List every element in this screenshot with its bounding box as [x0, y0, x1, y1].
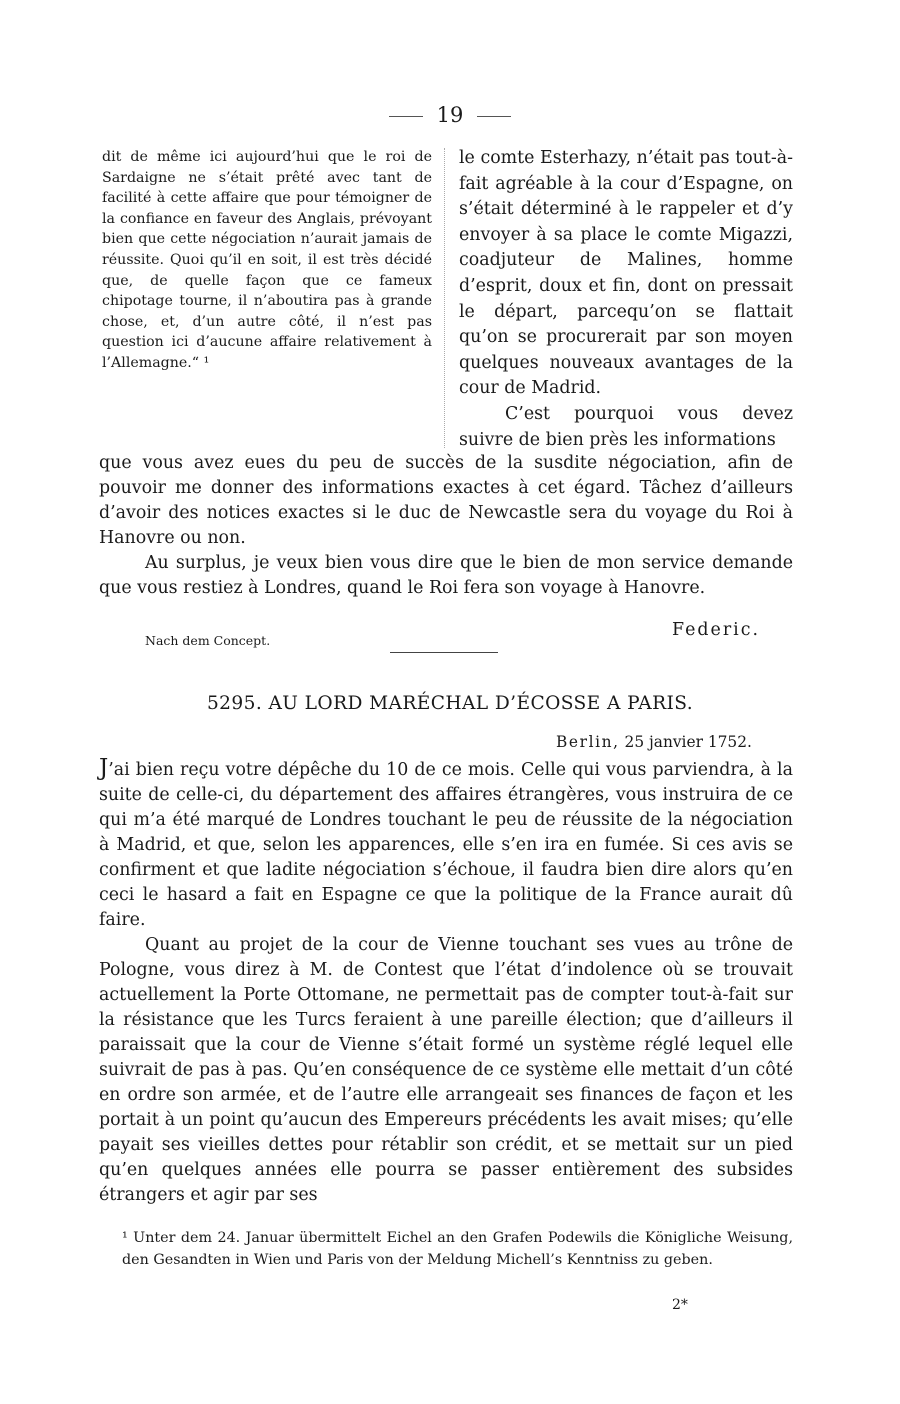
source-note: Nach dem Concept.	[145, 633, 271, 648]
signature-mark: 2*	[672, 1297, 688, 1313]
page-number-header	[0, 103, 900, 127]
footnote-text: ¹ Unter dem 24. Januar übermittelt Eichel an den Grafen Podewils die Königliche Weisung, den Gesandten in Wien und Paris von der Meldung Michell’s Kenntniss zu geben.	[122, 1230, 793, 1268]
continuation-text: que vous avez eues du peu de succès de la susdite négociation, afin de pouvoir me donner des informations exactes à cet égard. Tâchez d’ailleurs d’avoir des notices exactes si le duc de Newcastle sera du voyage du Roi à Hanovre ou non.	[99, 453, 793, 548]
right-column	[459, 146, 793, 453]
dateline-place: Berlin,	[556, 733, 620, 751]
right-column-paragraph: le comte Esterhazy, n’était pas tout-à-fait agréable à la cour d’Espagne, on s’était déterminé à le rappeler et d’y envoyer à sa place le comte Migazzi, coadjuteur de Malines, homme d’esprit, doux et fin, dont on pressait le départ, parcequ’on se flattait qu’on se procurerait par son moyen quelques nouveaux avantages de la cour de Madrid.	[459, 148, 793, 399]
section-separator	[390, 652, 498, 653]
page-number: 19	[436, 103, 464, 127]
letter-body	[99, 756, 793, 1208]
continuation-paragraph	[99, 451, 793, 551]
left-column-text: dit de même ici aujourd’hui que le roi de Sardaigne ne s’était prêté avec tant de facilité à cette affaire que pour témoigner de la confiance en faveur des Anglais, prévoyant bien que cette négociation n’aurait jamais de réussite. Quoi qu’il en soit, il est très décidé que, de quelle façon que ce fameux chipotage tourne, il n’aboutira pas à grande chose, et, d’un autre côté, il n’est pas question ici d’aucune affaire relativement à l’Allemagne.“ ¹	[102, 149, 432, 371]
letter-heading: 5295. AU LORD MARÉCHAL D’ÉCOSSE A PARIS.	[206, 693, 694, 714]
signature: Federic.	[672, 620, 760, 640]
header-dash-right	[477, 116, 511, 117]
header-dash-left	[389, 116, 423, 117]
surplus-paragraph	[99, 551, 793, 601]
column-divider	[444, 148, 445, 448]
initial-letter: J	[99, 755, 109, 781]
letter-paragraph-1	[99, 756, 793, 933]
footnote	[122, 1228, 793, 1271]
dateline-date: 25 janvier 1752.	[624, 733, 752, 751]
letter-paragraph-2: Quant au projet de la cour de Vienne touchant ses vues au trône de Pologne, vous direz à M. de Contest que l’état d’indolence où se trouvait actuellement la Porte Ottomane, ne permettait pas de compter tout-à-fait sur la résistance que les Turcs feraient à une pareille élection; que d’ailleurs il paraissait que la cour de Vienne s’était formé un système réglé lequel elle suivrait de pas à pas. Qu’en conséquence de ce système elle mettait d’un côté en ordre son armée, et de l’autre elle arrangeait ses finances de façon et les portait à un point qu’aucun des Empereurs précédents les avait mises; qu’elle payait ses vieilles dettes pour rétablir son crédit, et se mettait sur un pied qu’en quelques années elle pourra se passer entièrement des subsides étrangers et agir par ses	[99, 935, 793, 1205]
letter-dateline	[556, 731, 752, 753]
surplus-text: Au surplus, je veux bien vous dire que le bien de mon service demande que vous restiez à Londres, quand le Roi fera son voyage à Hanovre.	[99, 553, 793, 598]
letter-paragraph-1-text: ’ai bien reçu votre dépêche du 10 de ce mois. Celle qui vous parviendra, à la suite de celle-ci, du département des affaires étrangères, vous instruira de ce qui m’a été marqué de Londres touchant le peu de réussite de la négociation à Madrid, et que, selon les apparences, elle s’en ira en fumée. Si ces avis se confirment et que ladite négociation s’échoue, il faudra bien dire alors qu’en ceci le hasard a fait en Espagne ce que la politique de la France aurait dû faire.	[99, 760, 793, 930]
left-column-quote	[102, 147, 432, 374]
right-column-paragraph-2: C’est pourquoi vous devez suivre de bien près les informations	[459, 403, 793, 450]
